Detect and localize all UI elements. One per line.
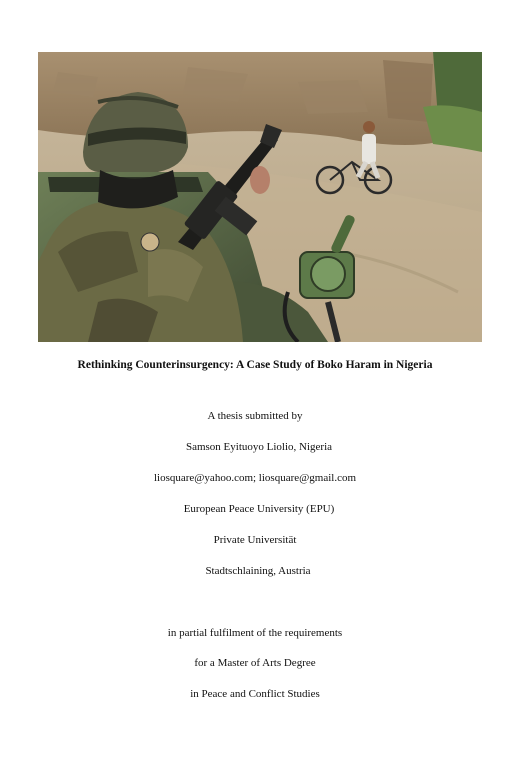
cover-photo-illustration <box>38 52 482 342</box>
university-type: Private Universität <box>213 534 297 546</box>
university-name: European Peace University (EPU) <box>183 503 335 515</box>
cover-photo <box>38 52 482 342</box>
author-emails: liosquare@yahoo.com; liosquare@gmail.com <box>153 472 357 484</box>
author-name: Samson Eyituoyo Liolio, Nigeria <box>185 441 333 453</box>
thesis-title: Rethinking Counterinsurgency: A Case Study of Boko Haram in Nigeria <box>77 359 433 371</box>
requirements-line-3: in Peace and Conflict Studies <box>190 688 320 700</box>
requirements-line-1: in partial fulfilment of the requirements <box>167 627 343 639</box>
requirements-line-2: for a Master of Arts Degree <box>194 657 316 669</box>
submission-intro: A thesis submitted by <box>207 410 303 422</box>
university-location: Stadtschlaining, Austria <box>205 565 311 577</box>
